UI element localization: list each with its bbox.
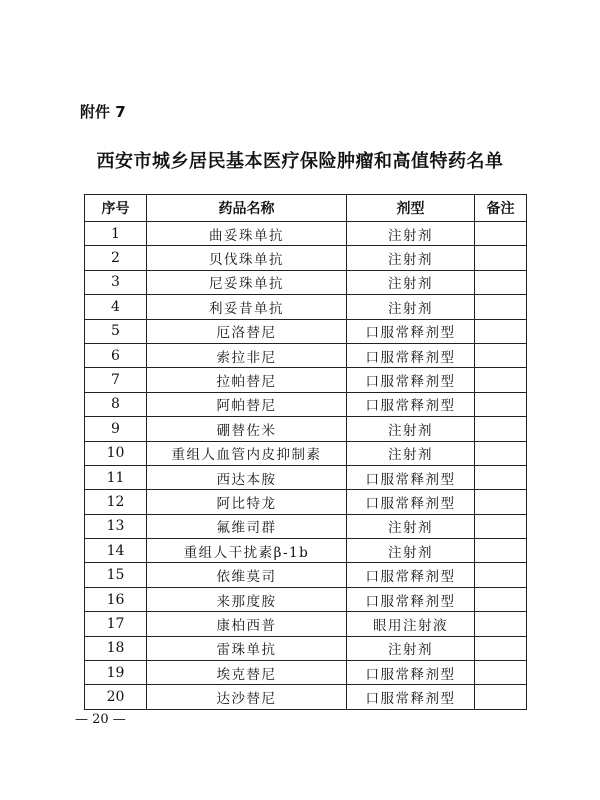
remarks: [475, 417, 527, 441]
remarks: [475, 295, 527, 319]
table-row: [85, 563, 527, 587]
remarks: [475, 636, 527, 660]
table-row: [85, 661, 527, 685]
remarks: [475, 490, 527, 514]
attachment-label: 附件 7: [80, 103, 126, 121]
row-number: 12: [85, 490, 147, 514]
dosage-form: 注射剂: [347, 514, 475, 538]
table-row: [85, 246, 527, 270]
row-number: 5: [85, 319, 147, 343]
remarks: [475, 587, 527, 611]
dosage-form: 口服常释剂型: [347, 661, 475, 685]
table-row: [85, 587, 527, 611]
dosage-form: 口服常释剂型: [347, 343, 475, 367]
drug-name: 重组人干扰素β-1b: [147, 539, 347, 563]
drug-name: 索拉非尼: [147, 343, 347, 367]
dosage-form: 口服常释剂型: [347, 490, 475, 514]
drug-name: 埃克替尼: [147, 661, 347, 685]
column-header-number: 序号: [85, 195, 147, 222]
row-number: 7: [85, 368, 147, 392]
table-row: [85, 441, 527, 465]
remarks: [475, 514, 527, 538]
page-number: — 20 —: [75, 712, 126, 727]
column-header-remarks: 备注: [475, 195, 527, 222]
drug-name: 西达本胺: [147, 465, 347, 489]
drug-name: 阿比特龙: [147, 490, 347, 514]
remarks: [475, 222, 527, 246]
remarks: [475, 612, 527, 636]
table-header-row: [85, 195, 527, 222]
drug-name: 康柏西普: [147, 612, 347, 636]
row-number: 19: [85, 661, 147, 685]
table-row: [85, 685, 527, 709]
table-row: [85, 612, 527, 636]
remarks: [475, 368, 527, 392]
remarks: [475, 246, 527, 270]
page-title: 西安市城乡居民基本医疗保险肿瘤和高值特药名单: [96, 151, 504, 172]
dosage-form: 口服常释剂型: [347, 319, 475, 343]
dosage-form: 眼用注射液: [347, 612, 475, 636]
row-number: 9: [85, 417, 147, 441]
table-row: [85, 295, 527, 319]
table-row: [85, 222, 527, 246]
row-number: 3: [85, 270, 147, 294]
row-number: 20: [85, 685, 147, 709]
row-number: 17: [85, 612, 147, 636]
drug-name: 曲妥珠单抗: [147, 222, 347, 246]
dosage-form: 注射剂: [347, 417, 475, 441]
dosage-form: 口服常释剂型: [347, 587, 475, 611]
remarks: [475, 563, 527, 587]
row-number: 1: [85, 222, 147, 246]
dosage-form: 口服常释剂型: [347, 685, 475, 709]
table-row: [85, 270, 527, 294]
table-row: [85, 417, 527, 441]
remarks: [475, 539, 527, 563]
table-row: [85, 343, 527, 367]
column-header-drug-name: 药品名称: [147, 195, 347, 222]
row-number: 6: [85, 343, 147, 367]
table-row: [85, 514, 527, 538]
remarks: [475, 270, 527, 294]
remarks: [475, 392, 527, 416]
remarks: [475, 319, 527, 343]
drug-name: 达沙替尼: [147, 685, 347, 709]
remarks: [475, 441, 527, 465]
row-number: 8: [85, 392, 147, 416]
remarks: [475, 343, 527, 367]
row-number: 18: [85, 636, 147, 660]
table-body: [85, 222, 527, 710]
dosage-form: 注射剂: [347, 539, 475, 563]
dosage-form: 口服常释剂型: [347, 392, 475, 416]
remarks: [475, 685, 527, 709]
drug-name: 利妥昔单抗: [147, 295, 347, 319]
remarks: [475, 661, 527, 685]
row-number: 11: [85, 465, 147, 489]
dosage-form: 注射剂: [347, 441, 475, 465]
drug-name: 阿帕替尼: [147, 392, 347, 416]
remarks: [475, 465, 527, 489]
drug-name: 拉帕替尼: [147, 368, 347, 392]
table-row: [85, 539, 527, 563]
drug-name: 重组人血管内皮抑制素: [147, 441, 347, 465]
drug-name: 贝伐珠单抗: [147, 246, 347, 270]
drug-name: 氟维司群: [147, 514, 347, 538]
dosage-form: 口服常释剂型: [347, 465, 475, 489]
table-row: [85, 636, 527, 660]
row-number: 2: [85, 246, 147, 270]
drug-name: 硼替佐米: [147, 417, 347, 441]
row-number: 14: [85, 539, 147, 563]
row-number: 15: [85, 563, 147, 587]
table-row: [85, 368, 527, 392]
dosage-form: 口服常释剂型: [347, 368, 475, 392]
row-number: 13: [85, 514, 147, 538]
drug-name: 厄洛替尼: [147, 319, 347, 343]
dosage-form: 口服常释剂型: [347, 563, 475, 587]
row-number: 10: [85, 441, 147, 465]
table-row: [85, 490, 527, 514]
drug-name: 依维莫司: [147, 563, 347, 587]
dosage-form: 注射剂: [347, 636, 475, 660]
drug-list-table: [84, 194, 527, 710]
table-row: [85, 319, 527, 343]
dosage-form: 注射剂: [347, 295, 475, 319]
table-row: [85, 465, 527, 489]
column-header-dosage-form: 剂型: [347, 195, 475, 222]
drug-name: 来那度胺: [147, 587, 347, 611]
dosage-form: 注射剂: [347, 222, 475, 246]
drug-name: 雷珠单抗: [147, 636, 347, 660]
dosage-form: 注射剂: [347, 246, 475, 270]
dosage-form: 注射剂: [347, 270, 475, 294]
table-row: [85, 392, 527, 416]
row-number: 4: [85, 295, 147, 319]
drug-name: 尼妥珠单抗: [147, 270, 347, 294]
row-number: 16: [85, 587, 147, 611]
